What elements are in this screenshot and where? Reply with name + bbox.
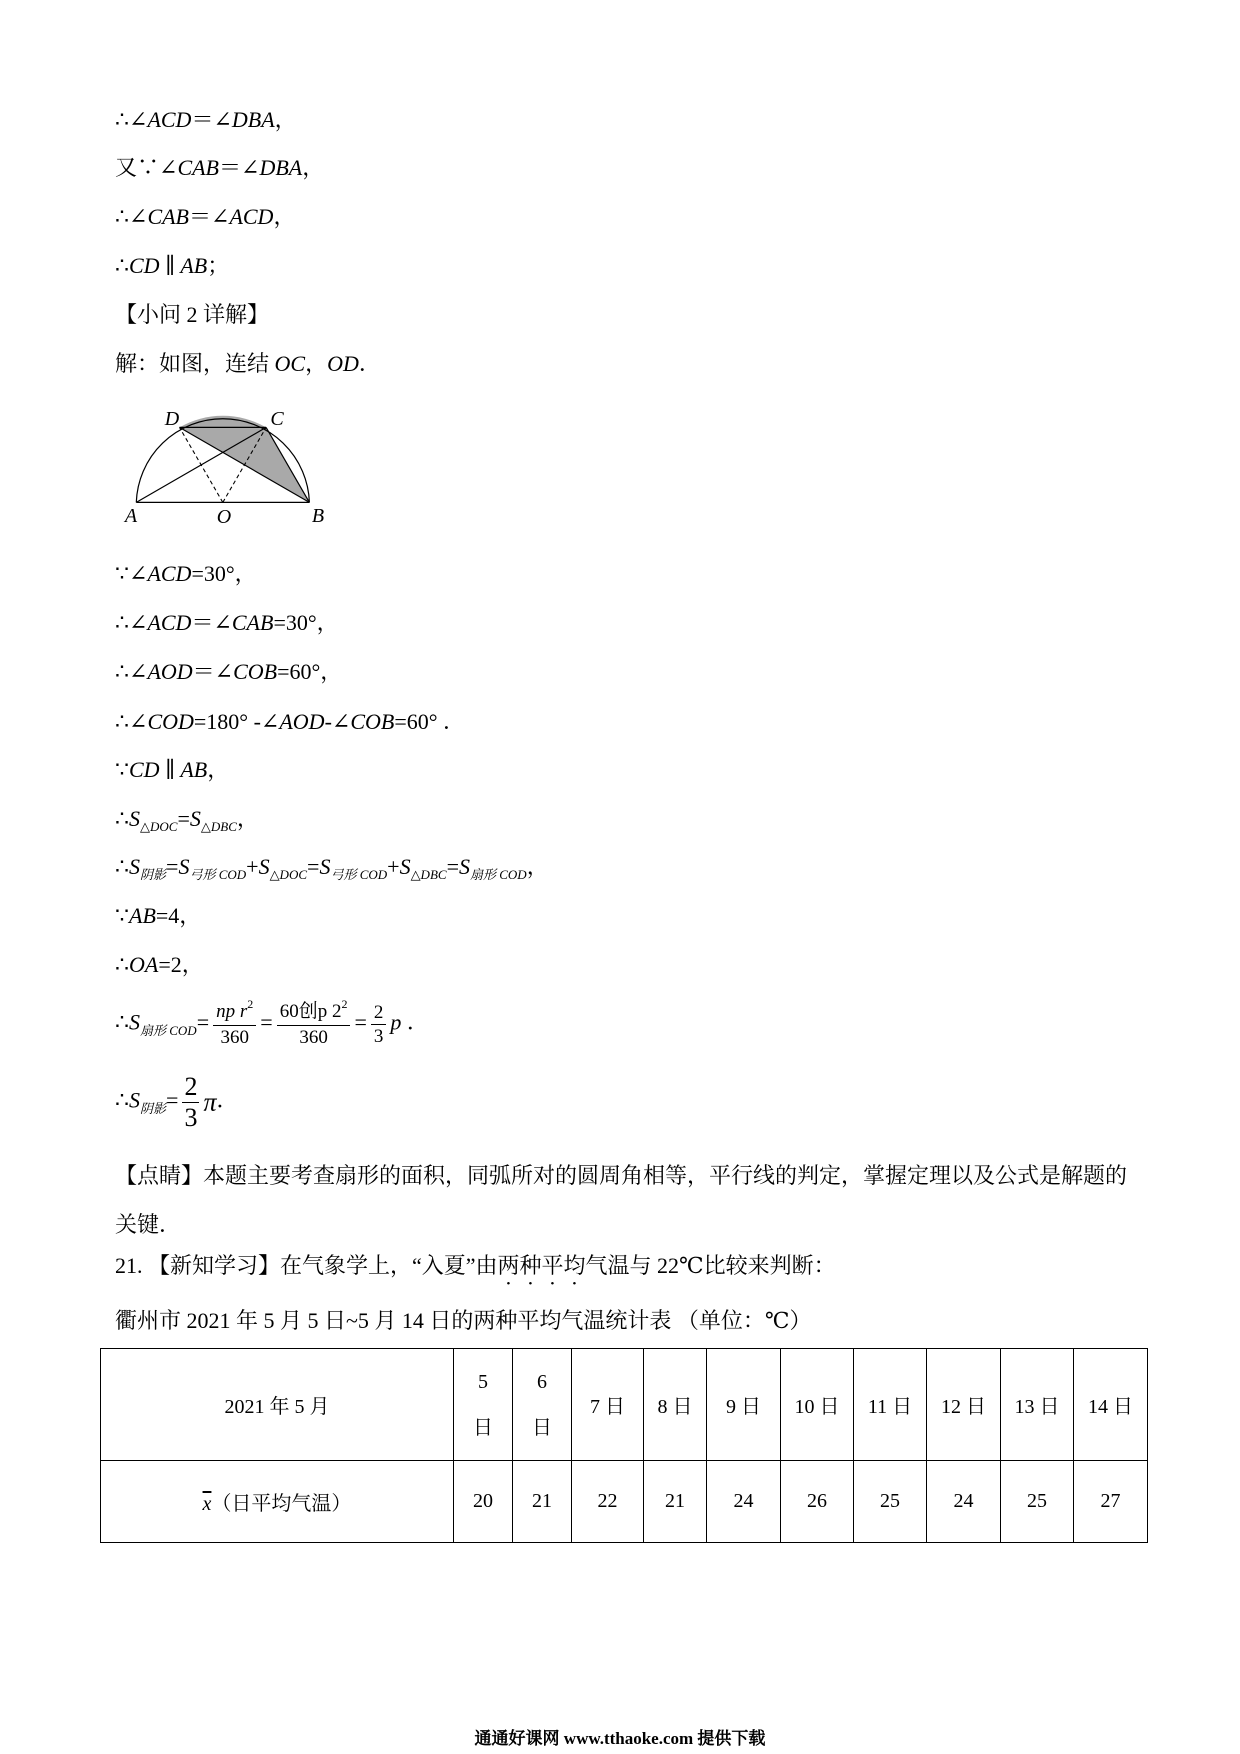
subscript: △DBC — [410, 867, 447, 882]
header-cell-day: 7 日 — [572, 1349, 644, 1461]
text-segment: = — [354, 1009, 367, 1035]
math-variable: ACD — [147, 610, 192, 635]
math-variable: S — [189, 806, 201, 831]
semicircle-figure — [110, 395, 350, 530]
temperature-table — [100, 1348, 1148, 1543]
comment-line-2: 关键． — [115, 1212, 182, 1237]
math-variable: AB — [180, 253, 208, 278]
header-cell-day: 8 日 — [644, 1349, 707, 1461]
text-segment: ∴ — [115, 806, 129, 831]
math-variable: AB — [129, 903, 156, 928]
value-cell: 24 — [707, 1461, 781, 1543]
text-segment: = — [166, 1087, 179, 1113]
math-variable: COD — [147, 709, 194, 734]
math-variable: ACD — [147, 107, 192, 132]
value-cell: 25 — [1001, 1461, 1074, 1543]
text-segment: ＝∠ — [191, 610, 232, 635]
superscript: 2 — [247, 997, 254, 1011]
math-variable: OA — [129, 952, 159, 977]
text-segment: =4， — [155, 903, 202, 928]
text-segment: = — [196, 1009, 210, 1035]
subscript: 阴影 — [140, 867, 167, 882]
fraction-shaded-area — [182, 1072, 199, 1133]
text-segment: ＝∠ — [189, 204, 230, 229]
math-variable: CAB — [231, 610, 274, 635]
math-variable: S — [399, 854, 411, 879]
fraction-numerator — [277, 997, 351, 1026]
text-segment: ， — [526, 854, 549, 879]
text-segment: ∴ — [115, 253, 129, 278]
header-cell-day: 9 日 — [707, 1349, 781, 1461]
text-segment: ∵ — [115, 903, 129, 928]
value-cell: 21 — [644, 1461, 707, 1543]
text-segment: ∴∠ — [115, 107, 148, 132]
value-cell: 27 — [1074, 1461, 1148, 1543]
subscript: △DOC — [140, 819, 178, 834]
text-segment: ． — [358, 351, 381, 376]
text-segment: ， — [273, 204, 296, 229]
math-variable: COB — [233, 659, 278, 684]
math-variable: CD — [129, 757, 160, 782]
solution-line-11 — [115, 758, 229, 782]
text-segment: ＝∠ — [191, 107, 232, 132]
solution-line-8 — [115, 611, 339, 635]
math-variable: CD — [129, 253, 160, 278]
math-variable: S — [458, 854, 470, 879]
parallel-symbol: ∥ — [159, 253, 181, 278]
fraction-numerator: 2 — [371, 1001, 387, 1025]
fraction-denominator: 360 — [299, 1027, 328, 1048]
math-variable: AB — [180, 757, 208, 782]
text-segment: ∴∠ — [115, 204, 148, 229]
header-cell-day: 12 日 — [927, 1349, 1001, 1461]
text-segment: ∵∠ — [115, 561, 148, 586]
x-bar-symbol: $\overline{x}$ — [202, 1493, 212, 1515]
table-header-row — [101, 1349, 1148, 1461]
text-segment: ∴∠ — [115, 659, 148, 684]
math-variable: S — [319, 854, 331, 879]
header-cell-day — [513, 1349, 572, 1461]
solution-line-9 — [115, 660, 342, 684]
math-variable: ACD — [229, 204, 274, 229]
math-variable: S — [129, 1087, 140, 1113]
subscript: △DOC — [269, 867, 308, 882]
text-segment: =2， — [158, 952, 204, 977]
text-segment: ∴∠ — [115, 709, 148, 734]
text-segment: ； — [207, 253, 230, 278]
math-variable: DBA — [259, 155, 303, 180]
header-cell-day: 14 日 — [1074, 1349, 1148, 1461]
text-segment: =60°， — [277, 659, 343, 684]
solution-line-4 — [115, 254, 229, 278]
text-segment: 解：如图，连结 — [115, 351, 275, 376]
fraction-sector-area-formula — [213, 997, 256, 1049]
header-cell-month: 2021 年 5 月 — [101, 1349, 454, 1461]
text-segment: 又∵∠ — [115, 155, 178, 180]
header-cell-day — [454, 1349, 513, 1461]
text-segment: = — [177, 806, 190, 831]
point-label-b: B — [311, 505, 325, 527]
text-segment: + — [387, 854, 400, 879]
text-segment: ． — [216, 1087, 239, 1113]
table-caption: 衢州市 2021 年 5 月 5 日~5 月 14 日的两种平均气温统计表 （单位：℃） — [115, 1308, 812, 1333]
text-segment: -∠ — [324, 709, 351, 734]
math-variable: OD — [327, 351, 359, 376]
solution-line-17 — [115, 1072, 238, 1133]
text-segment: =30°， — [191, 561, 257, 586]
question-21-stem — [115, 1253, 836, 1290]
text-segment: ＝∠ — [219, 155, 260, 180]
fraction-result — [371, 1001, 387, 1048]
point-label-c: C — [270, 408, 284, 430]
math-variable: CAB — [177, 155, 219, 180]
comment-line-1: 【点睛】本题主要考查扇形的面积，同弧所对的圆周角相等，平行线的判定，掌握定理以及公式是解题的 — [115, 1163, 1128, 1188]
part2-heading: 【小问 2 详解】 — [115, 302, 270, 327]
text-segment: ． — [401, 1009, 429, 1035]
math-variable: S — [129, 854, 140, 879]
superscript: 2 — [341, 997, 348, 1011]
solution-line-12 — [115, 807, 259, 834]
text-segment: ∴ — [115, 952, 129, 977]
text-segment: ∴ — [115, 1009, 129, 1035]
math-variable: COB — [350, 709, 395, 734]
math-variable: ACD — [147, 561, 192, 586]
subscript: △DBC — [200, 819, 237, 834]
math-variable: S — [258, 854, 270, 879]
solution-line-2 — [115, 156, 324, 180]
text-segment: ， — [302, 155, 325, 180]
point-label-o: O — [216, 506, 232, 528]
text-segment: ， — [207, 757, 230, 782]
math-variable: p — [390, 1009, 402, 1035]
value-cell: 24 — [927, 1461, 1001, 1543]
value-cell: 21 — [513, 1461, 572, 1543]
page-footer: 通通好课网 www.tthaoke.com 提供下载 — [474, 1729, 766, 1748]
solution-line-15 — [115, 953, 204, 977]
text-segment: ， — [274, 107, 297, 132]
row-label-cell — [101, 1461, 454, 1543]
value-cell: 22 — [572, 1461, 644, 1543]
subscript: 扇形 COD — [140, 1022, 197, 1038]
day-label: 5 日 — [473, 1370, 493, 1439]
value-cell: 20 — [454, 1461, 513, 1543]
header-cell-day: 11 日 — [854, 1349, 927, 1461]
numerator-text: 60创p 2 — [279, 1001, 342, 1022]
value-cell: 25 — [854, 1461, 927, 1543]
math-variable: S — [129, 1009, 140, 1035]
solution-line-7 — [115, 562, 257, 586]
text-segment: 气温与 22℃比较来判断： — [585, 1253, 836, 1278]
subscript: 扇形 COD — [469, 867, 527, 882]
fraction-numerator: 2 — [184, 1072, 198, 1101]
row-label-text: （日平均气温） — [211, 1493, 352, 1515]
header-cell-day: 10 日 — [781, 1349, 854, 1461]
parallel-symbol: ∥ — [159, 757, 181, 782]
text-segment: ， — [305, 351, 328, 376]
text-segment: =60° ． — [394, 709, 466, 734]
emphasized-text: 两种平均 — [497, 1253, 586, 1278]
fraction-numerator — [213, 997, 256, 1026]
solution-line-10 — [115, 710, 465, 734]
solution-line-6 — [115, 352, 381, 376]
numerator-text: np r — [216, 1001, 248, 1022]
text-segment: 21. 【新知学习】在气象学上，“入夏”由 — [115, 1253, 498, 1278]
math-variable: S — [178, 854, 190, 879]
math-variable: CAB — [147, 204, 189, 229]
text-segment: ， — [236, 806, 259, 831]
math-variable: AOD — [279, 709, 325, 734]
fraction-denominator: 3 — [373, 1026, 384, 1047]
subscript: 弓形 COD — [330, 867, 388, 882]
value-cell: 26 — [781, 1461, 854, 1543]
text-segment: = — [166, 854, 179, 879]
text-segment: ∴ — [115, 1087, 129, 1113]
pi-symbol: π — [203, 1087, 217, 1117]
fraction-denominator: 3 — [184, 1103, 198, 1132]
text-segment: ∵ — [115, 757, 129, 782]
math-variable: OC — [274, 351, 306, 376]
subscript: 阴影 — [140, 1100, 167, 1116]
text-segment: ＝∠ — [192, 659, 234, 684]
solution-line-13 — [115, 855, 549, 882]
day-label: 6 日 — [532, 1370, 552, 1439]
fraction-substituted — [277, 997, 351, 1049]
solution-line-14 — [115, 904, 201, 928]
math-variable: AOD — [147, 659, 193, 684]
circular-segment-shading — [180, 416, 267, 428]
subscript: 弓形 COD — [189, 867, 247, 882]
text-segment: ∴ — [115, 854, 129, 879]
solution-line-16 — [115, 997, 429, 1049]
text-segment: ∴∠ — [115, 610, 148, 635]
table-row-daily-average — [101, 1461, 1148, 1543]
text-segment: =30°， — [273, 610, 339, 635]
text-segment: = — [307, 854, 320, 879]
fraction-denominator: 360 — [220, 1027, 249, 1048]
math-variable: DBA — [231, 107, 275, 132]
point-label-a: A — [124, 505, 138, 527]
text-segment: + — [246, 854, 259, 879]
solution-line-3 — [115, 205, 295, 229]
text-segment: = — [446, 854, 459, 879]
math-variable: S — [129, 806, 140, 831]
solution-line-1 — [115, 108, 297, 132]
point-label-d: D — [164, 408, 180, 430]
header-cell-day: 13 日 — [1001, 1349, 1074, 1461]
text-segment: =180° -∠ — [193, 709, 280, 734]
text-segment: = — [260, 1009, 273, 1035]
